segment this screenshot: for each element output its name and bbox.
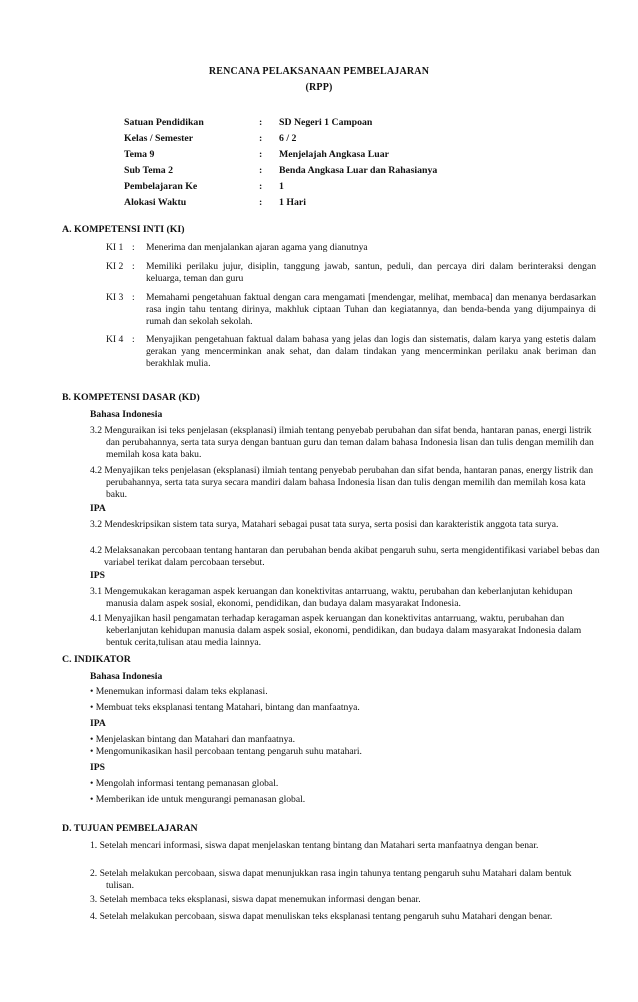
indicator-item: • Mengomunikasikan hasil percobaan tentang pengaruh suhu matahari. bbox=[90, 746, 362, 757]
indicator-item: • Menjelaskan bintang dan Matahari dan manfaatnya. bbox=[90, 734, 296, 745]
kd-item bbox=[90, 425, 600, 461]
section-heading-indikator: C. INDIKATOR bbox=[62, 654, 131, 665]
identity-label: Satuan Pendidikan bbox=[124, 117, 204, 128]
document-title: RENCANA PELAKSANAAN PEMBELAJARAN bbox=[208, 66, 430, 77]
kd-item bbox=[90, 545, 600, 569]
identity-label: Tema 9 bbox=[124, 149, 155, 160]
section-heading-ki: A. KOMPETENSI INTI (KI) bbox=[62, 224, 185, 235]
ki-colon: : bbox=[132, 292, 135, 303]
kd-text: 4.1 Menyajikan hasil pengamatan terhadap keragaman aspek keruangan dan konektivitas antarruang, waktu, perubahan dan keberlanjutan kehidupan manusia dalam aspek sosial, ekonomi, pendidikan, dan budaya dalam masyarakat Indonesia dalam bentuk cerita,tulisan atau media lainnya. bbox=[90, 613, 582, 648]
ki-code: KI 3 bbox=[106, 292, 124, 303]
kd-item bbox=[90, 586, 600, 610]
subject-heading: IPA bbox=[90, 503, 106, 514]
kd-text: 3.2 Menguraikan isi teks penjelasan (eksplanasi) ilmiah tentang penyebab perubahan dan sifat benda, hantaran panas, energi listrik dan perubahannya, serta tata surya dengan bantuan guru dan teman dalam bahasa Indonesia lisan dan tulis dengan memilih dan memilah kosa kata baku. bbox=[90, 425, 594, 460]
identity-colon: : bbox=[259, 181, 263, 192]
identity-label: Alokasi Waktu bbox=[124, 197, 187, 208]
identity-value: Benda Angkasa Luar dan Rahasianya bbox=[279, 165, 438, 176]
identity-value: 6 / 2 bbox=[279, 133, 297, 144]
kd-text: 4.2 Melaksanakan percobaan tentang hantaran dan perubahan benda akibat pengaruh suhu, serta mengidentifikasi variabel bebas dan variabel terikat dalam percobaan tersebut. bbox=[90, 545, 600, 568]
identity-value: 1 bbox=[279, 181, 284, 192]
ki-colon: : bbox=[132, 334, 135, 345]
section-heading-tujuan: D. TUJUAN PEMBELAJARAN bbox=[62, 823, 198, 834]
identity-value: Menjelajah Angkasa Luar bbox=[279, 149, 389, 160]
kd-item bbox=[90, 519, 600, 531]
ki-colon: : bbox=[132, 261, 135, 272]
ki-text: Memiliki perilaku jujur, disiplin, tanggung jawab, santun, peduli, dan percaya diri dalam berinteraksi dengan keluarga, teman dan guru bbox=[146, 261, 596, 284]
kd-item bbox=[90, 613, 600, 649]
indicator-item: • Menemukan informasi dalam teks ekplanasi. bbox=[90, 686, 268, 697]
section-heading-kd: B. KOMPETENSI DASAR (KD) bbox=[62, 392, 200, 403]
document-subtitle: (RPP) bbox=[305, 82, 333, 93]
goal-item: 3. Setelah membaca teks eksplanasi, siswa dapat menemukan informasi dengan benar. bbox=[90, 894, 421, 905]
ki-colon: : bbox=[132, 242, 135, 253]
goal-item: 4. Setelah melakukan percobaan, siswa dapat menuliskan teks eksplanasi tentang pengaruh suhu Matahari dengan benar. bbox=[90, 911, 553, 922]
goal-item: 1. Setelah mencari informasi, siswa dapat menjelaskan tentang bintang dan Matahari serta manfaatnya dengan benar. bbox=[90, 840, 539, 851]
identity-colon: : bbox=[259, 133, 263, 144]
ki-code: KI 2 bbox=[106, 261, 124, 272]
subject-heading: IPS bbox=[90, 570, 105, 581]
indicator-item: • Mengolah informasi tentang pemanasan global. bbox=[90, 778, 279, 789]
identity-colon: : bbox=[259, 165, 263, 176]
ki-text: Menyajikan pengetahuan faktual dalam bahasa yang jelas dan logis dan sistematis, dalam karya yang estetis dalam gerakan yang mencerminkan anak sehat, dan dalam tindakan yang mencerminkan perilaku anak beriman dan berakhlak mulia. bbox=[146, 334, 596, 369]
identity-value: 1 Hari bbox=[279, 197, 306, 208]
kd-item bbox=[90, 465, 600, 501]
indicator-item: • Membuat teks eksplanasi tentang Matahari, bintang dan manfaatnya. bbox=[90, 702, 360, 713]
ki-text: Memahami pengetahuan faktual dengan cara mengamati [mendengar, melihat, membaca] dan menanya berdasarkan rasa ingin tahu tentang dirinya, makhluk ciptaan Tuhan dan kegiatannya, dan benda-benda yang dijumpainya di rumah dan sekolah sekolah. bbox=[146, 292, 596, 327]
identity-label: Sub Tema 2 bbox=[124, 165, 174, 176]
goal-item: 2. Setelah melakukan percobaan, siswa dapat menunjukkan rasa ingin tahunya tentang pengaruh suhu Matahari dalam bentuk tulisan. bbox=[90, 868, 572, 891]
ki-code: KI 1 bbox=[106, 242, 124, 253]
subject-heading: IPA bbox=[90, 718, 106, 729]
identity-colon: : bbox=[259, 117, 263, 128]
identity-label: Kelas / Semester bbox=[124, 133, 194, 144]
kd-text: 3.2 Mendeskripsikan sistem tata surya, Matahari sebagai pusat tata surya, serta posisi dan karakteristik anggota tata surya. bbox=[90, 519, 559, 530]
identity-value: SD Negeri 1 Campoan bbox=[279, 117, 373, 128]
ki-text: Menerima dan menjalankan ajaran agama yang dianutnya bbox=[146, 242, 368, 253]
ki-code: KI 4 bbox=[106, 334, 124, 345]
kd-text: 3.1 Mengemukakan keragaman aspek keruangan dan konektivitas antarruang, waktu, perubahan dan keberlanjutan kehidupan manusia dalam aspek sosial, ekonomi, pendidikan, dan budaya dalam masyarakat Indonesia. bbox=[90, 586, 573, 609]
subject-heading: Bahasa Indonesia bbox=[90, 409, 163, 420]
identity-colon: : bbox=[259, 149, 263, 160]
subject-heading: Bahasa Indonesia bbox=[90, 671, 163, 682]
identity-colon: : bbox=[259, 197, 263, 208]
indicator-item: • Memberikan ide untuk mengurangi pemanasan global. bbox=[90, 794, 306, 805]
identity-label: Pembelajaran Ke bbox=[124, 181, 198, 192]
kd-text: 4.2 Menyajikan teks penjelasan (eksplanasi) ilmiah tentang penyebab perubahan dan sifat benda, hantaran panas, energy listrik dan perubahannya, serta tata surya secara mandiri dalam bahasa Indonesia lisan dan tulis dengan memilih dan memilah kosa kata baku. bbox=[90, 465, 594, 500]
subject-heading: IPS bbox=[90, 762, 105, 773]
